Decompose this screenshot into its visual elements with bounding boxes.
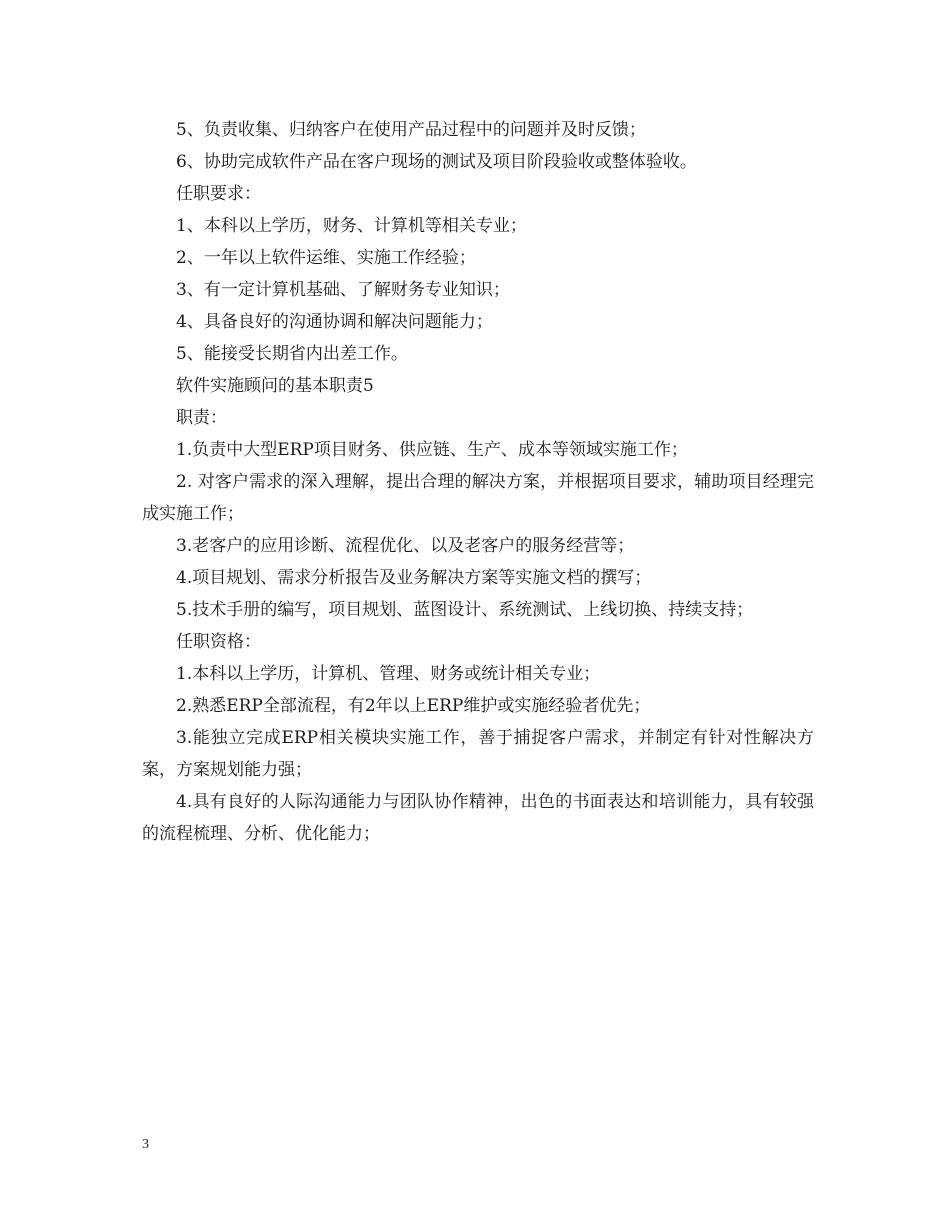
- paragraph: 4、具备良好的沟通协调和解决问题能力；: [176, 312, 493, 332]
- paragraph: 4.项目规划、需求分析报告及业务解决方案等实施文档的撰写；: [176, 568, 652, 588]
- section-title: 软件实施顾问的基本职责5: [176, 376, 374, 396]
- paragraph: 2、一年以上软件运维、实施工作经验；: [176, 248, 476, 268]
- document-body: [142, 114, 814, 850]
- paragraph: 6、协助完成软件产品在客户现场的测试及项目阶段验收或整体验收。: [176, 152, 697, 172]
- paragraph: 1、本科以上学历，财务、计算机等相关专业；: [176, 216, 527, 236]
- paragraph: 2.熟悉ERP全部流程，有2年以上ERP维护或实施经验者优先；: [176, 696, 651, 716]
- paragraph: 5.技术手册的编写，项目规划、蓝图设计、系统测试、上线切换、持续支持；: [176, 600, 754, 620]
- paragraph: 5、负责收集、归纳客户在使用产品过程中的问题并及时反馈；: [176, 120, 646, 140]
- section-heading: 任职资格：: [176, 632, 261, 652]
- page-number: 3: [142, 1137, 149, 1152]
- paragraph: 2. 对客户需求的深入理解，提出合理的解决方案，并根据项目要求，辅助项目经理完成实施工作；: [142, 472, 814, 524]
- section-heading: 职责：: [176, 408, 227, 428]
- paragraph: 3.能独立完成ERP相关模块实施工作，善于捕捉客户需求，并制定有针对性解决方案，方案规划能力强；: [142, 728, 814, 780]
- paragraph: 1.本科以上学历，计算机、管理、财务或统计相关专业；: [176, 664, 601, 684]
- paragraph: 1.负责中大型ERP项目财务、供应链、生产、成本等领域实施工作；: [176, 440, 688, 460]
- paragraph: 3.老客户的应用诊断、流程优化、以及老客户的服务经营等；: [176, 536, 635, 556]
- paragraph: 5、能接受长期省内出差工作。: [176, 344, 408, 364]
- paragraph: 4.具有良好的人际沟通能力与团队协作精神，出色的书面表达和培训能力，具有较强的流程梳理、分析、优化能力；: [142, 792, 814, 844]
- section-heading: 任职要求：: [176, 184, 261, 204]
- paragraph: 3、有一定计算机基础、了解财务专业知识；: [176, 280, 510, 300]
